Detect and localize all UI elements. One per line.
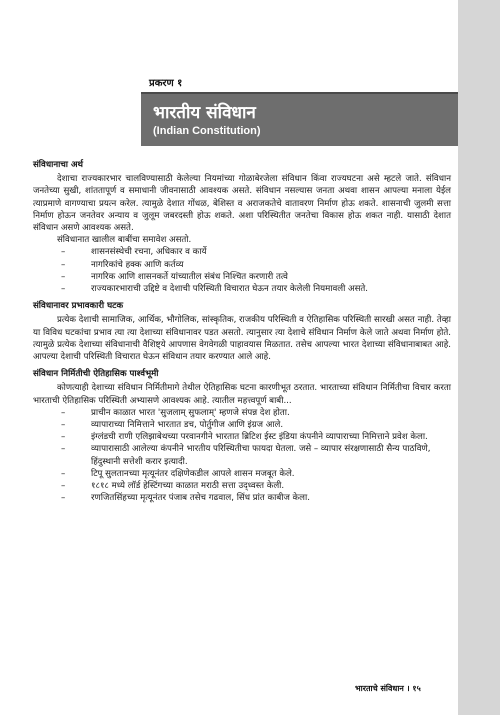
- chapter-title: भारतीय संविधान: [153, 103, 256, 123]
- list-item: – नागरिक आणि शासनकर्ते यांच्यातील संबंध निश्चित करणारी तत्वे: [61, 271, 288, 282]
- section-heading-factors: संविधानावर प्रभावकारी घटक: [33, 301, 124, 312]
- chapter-title-box: [141, 92, 458, 146]
- page-edge-strip: [458, 0, 500, 715]
- section-heading-meaning: संविधानाचा अर्थ: [33, 160, 84, 170]
- list-item: – रणजितसिंहच्या मृत्यूनंतर पंजाब तसेच गढवाल, सिंध प्रांत काबीज केला.: [61, 493, 310, 504]
- list-item: – टिपू सुलतानच्या मृत्यूनंतर दक्षिणेकडील आपले शासन मजबूत केले.: [61, 468, 295, 479]
- list-item: – १८१८ मध्ये लॉर्ड हेस्टिंगच्या काळात मराठी सत्ता उद्ध्वस्त केली.: [61, 481, 285, 492]
- list-item: – नागरिकांचे हक्क आणि कर्तव्य: [61, 259, 184, 270]
- chapter-label: प्रकरण १: [149, 78, 183, 89]
- list-item: – शासनसंस्थेची रचना, अधिकार व कार्ये: [61, 247, 207, 258]
- section-heading-history: संविधान निर्मितीची ऐतिहासिक पार्श्वभूमी: [33, 369, 159, 380]
- list-item: – राज्यकारभाराची उद्दिष्टे व देशाची परिस्थिती विचारात घेऊन तयार केलेली नियमावली असते.: [61, 284, 369, 295]
- list-item: – प्राचीन काळात भारत 'सुजलाम् सुफलाम्' म्हणजे संपन्न देश होता.: [61, 407, 290, 418]
- list-item: – व्यापारासाठी आलेल्या कंपनीने भारतीय परिस्थितीचा फायदा घेतला. जसे – व्यापार संरक्षणासाठी सैन्य पाठविणे, हिंदुस्थानी सत्तेशी करार इत्यादी.: [61, 444, 431, 467]
- chapter-subtitle: (Indian Constitution): [153, 125, 261, 137]
- page-footer: भारताचे संविधान । १५: [355, 684, 421, 693]
- history-list: [33, 407, 451, 505]
- inclusion-list: [33, 246, 451, 295]
- section-paragraph: प्रत्येक देशाची सामाजिक, आर्थिक, भौगोलिक, सांस्कृतिक, राजकीय परिस्थिती व ऐतिहासिक परिस्थिती सारखी असत नाही. तेव्हा या विविध घटकांचा प्रभाव त्या त्या देशाच्या संविधानावर पडत असतो. त्यानुसार त्या देशाचे संविधान निर्माण केले जाते अथवा निर्माण होते. त्यामुळे प्रत्येक देशाच्या संविधानाची वैशिष्ट्ये आपणास वेगवेगळी पाहावयास मिळतात. तसेच आपल्या भारत देशाच्या संविधानाबाबत आहे. आपल्या देशाची परिस्थिती विचारात घेऊन संविधान तयार करण्यात आले आहे.: [33, 315, 452, 363]
- list-item: – इंग्लंडची राणी एलिझाबेथच्या परवानगीने भारतात ब्रिटिश ईस्ट इंडिया कंपनीने व्यापाराच्या निमित्ताने प्रवेश केला.: [61, 432, 428, 443]
- page-content: [33, 154, 451, 504]
- list-item: – व्यापाराच्या निमित्ताने भारतात डच, पोर्तुगीज आणि इंग्रज आले.: [61, 420, 284, 431]
- section-paragraph: देशाचा राज्यकारभार चालविण्यासाठी केलेल्या नियमांच्या गोळाबेरजेला संविधान किंवा राज्यघटना असे म्हटले जाते. संविधान जनतेच्या सुखी, शांततापूर्ण व समाधानी जीवनासाठी आवश्यक असते. संविधान नसल्यास जनता अथवा शासन आपल्या मनाला येईल त्याप्रमाणे वागण्याचा प्रयत्न करेल. त्यामुळे देशात गोंधळ, बेशिस्त व अराजकतेचे वातावरण निर्माण होऊ शकते. शासनाची जुलमी सत्ता निर्माण होऊन जनतेवर अन्याय व जुलूम जबरदस्ती होऊ शकते. अशा परिस्थितीत जनतेचा विकास होऊ शकत नाही. यासाठी देशात संविधान असणे आवश्यक असते.: [33, 174, 451, 234]
- section-paragraph: कोणत्याही देशाच्या संविधान निर्मितीमागे तेथील ऐतिहासिक घटना कारणीभूत ठरतात. भारताच्या संविधान निर्मितीचा विचार करता भारताची ऐतिहासिक परिस्थिती अभ्यासणे आवश्यक आहे. त्यातील महत्त्वपूर्ण बाबी...: [33, 383, 451, 406]
- section-paragraph: संविधानात खालील बाबींचा समावेश असतो.: [57, 235, 192, 246]
